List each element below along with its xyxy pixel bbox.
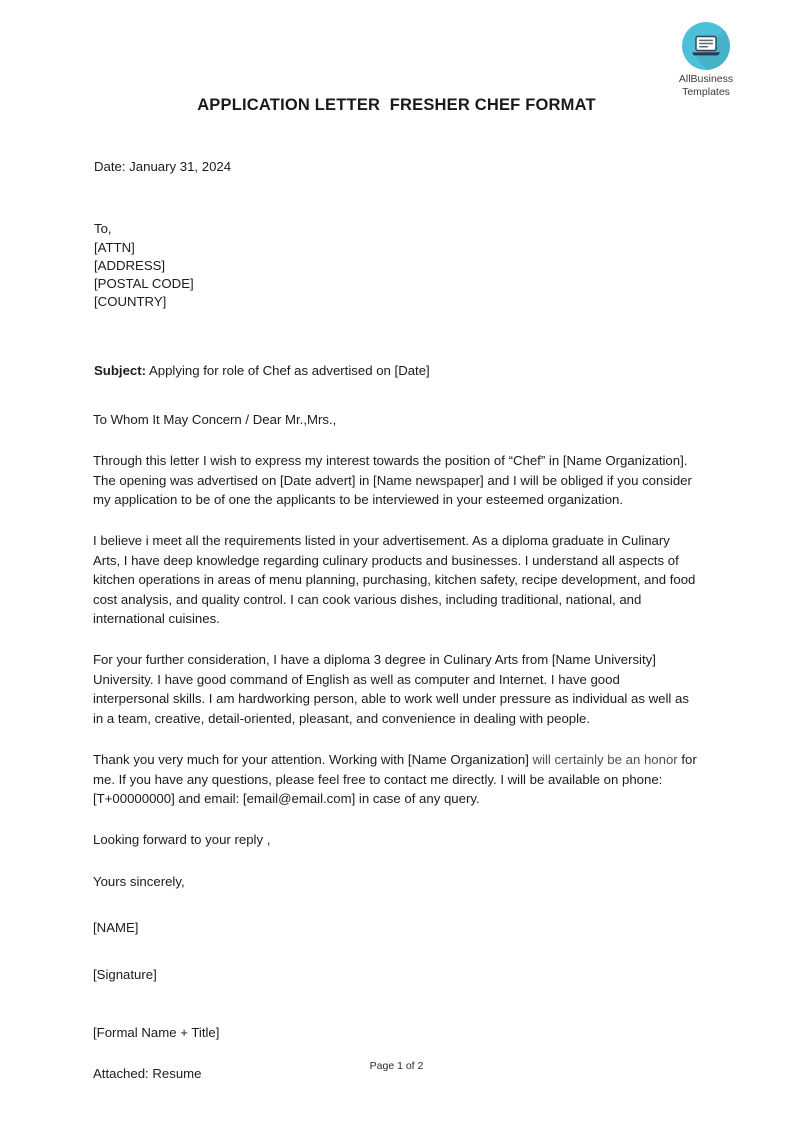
letter-body: [93, 157, 699, 1084]
body-paragraph-4-part2: for me. If you have any questions, please feel free to contact me directly. I will be available on phone: [T+00000000] and email: [email@email.com] in case of any query.: [93, 752, 697, 806]
recipient-line-country: [COUNTRY]: [94, 294, 167, 310]
allbusiness-templates-logo: [662, 22, 750, 98]
recipient-line-attn: [ATTN]: [94, 239, 135, 255]
recipient-line-postal-code: [POSTAL CODE]: [94, 276, 194, 292]
salutation-line: To Whom It May Concern / Dear Mr.,Mrs.,: [93, 411, 337, 427]
recipient-line-address: [ADDRESS]: [94, 257, 166, 273]
closing-name: [NAME]: [93, 920, 139, 936]
recipient-address-block: [94, 220, 699, 311]
laptop-icon: [682, 22, 730, 70]
subject-text: Applying for role of Chef as advertised on [Date]: [146, 363, 430, 379]
subject-label: Subject:: [94, 363, 147, 379]
closing-looking-forward: Looking forward to your reply ,: [93, 832, 271, 848]
page-footer: Page 1 of 2: [369, 1060, 424, 1072]
body-paragraph-1: Through this letter I wish to express my interest towards the position of “Chef” in [Name Organization]. The opening was advertised on [Date advert] in [Name newspaper] and I will be obliged if you consider my application to be of one the applicants to be interviewed in your esteemed organization.: [93, 453, 692, 508]
logo-text-line2: Templates: [682, 85, 730, 98]
closing-formal-name: [Formal Name + Title]: [93, 1024, 220, 1040]
body-paragraph-2: I believe i meet all the requirements listed in your advertisement. As a diploma graduate in Culinary Arts, I have deep knowledge regarding culinary products and businesses. I understand all aspects of kitchen operations in areas of menu planning, purchasing, kitchen safety, recipe development, and food cost analysis, and quality control. I can cook various dishes, including traditional, national, and international cuisines.: [93, 533, 696, 627]
date-line: Date: January 31, 2024: [94, 159, 232, 174]
closing-sincerely: Yours sincerely,: [93, 873, 185, 889]
page-title: APPLICATION LETTER FRESHER CHEF FORMAT: [197, 96, 596, 114]
logo-text: [662, 73, 750, 98]
subject-line: [94, 361, 699, 380]
closing-signature: [Signature]: [93, 966, 157, 982]
logo-text-line1: AllBusiness: [678, 73, 734, 85]
body-paragraph-4-part1: Thank you very much for your attention. Working with [Name Organization]: [93, 752, 529, 768]
body-paragraph-4: [93, 750, 699, 808]
body-paragraph-3: For your further consideration, I have a diploma 3 degree in Culinary Arts from [Name University] University. I have good command of English as well as computer and Internet. I have good interpersonal skills. I am hardworking person, able to work well under pressure as individual as well as in a team, creative, detail-oriented, pleasant, and convenience in dealing with people.: [93, 652, 689, 726]
laptop-glyph: [691, 35, 721, 57]
body-paragraph-4-gray-run: will certainly be an honor: [528, 752, 678, 768]
closing-attached: Attached: Resume: [93, 1066, 202, 1082]
recipient-line-to: To,: [94, 221, 112, 237]
